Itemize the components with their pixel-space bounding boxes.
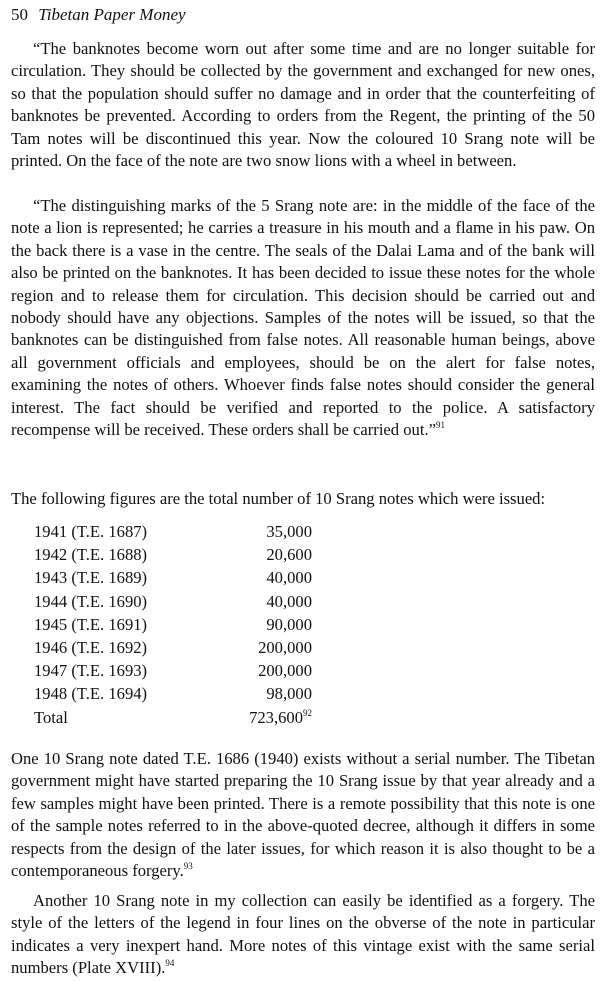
- paragraph-3: [11, 748, 595, 882]
- footnote-ref-94: 94: [165, 958, 175, 969]
- year-cell: 1945 (T.E. 1691): [34, 614, 148, 634]
- table-row: [34, 636, 312, 659]
- page-number: 50: [11, 5, 28, 24]
- paragraph-4: [11, 890, 595, 980]
- footnote-ref-93: 93: [183, 861, 193, 872]
- count-cell: 20,600: [266, 545, 312, 565]
- table-row: [34, 682, 312, 705]
- book-title: Tibetan Paper Money: [38, 5, 186, 24]
- figures-intro-text: The following figures are the total number of 10 Srang notes which were issued:: [11, 489, 546, 508]
- year-cell: 1942 (T.E. 1688): [34, 545, 148, 565]
- quote-paragraph-1-text: “The banknotes become worn out after some time and are no longer suitable for circulation. They should be collected by the government and exchanged for new ones, so that the population should suffer no damage and in order that the counterfeiting of banknotes be prevented. According to orders from the Regent, the printing of the 50 Tam notes will be discontinued this year. Now the coloured 10 Srang note will be printed. On the face of the note are two snow lions with a wheel in between.: [11, 39, 595, 171]
- paragraph-4-text: Another 10 Srang note in my collection can easily be identified as a forgery. The style of the letters of the legend in four lines on the obverse of the note in particular indicates a very inexpert hand. More notes of this vintage exist with the same serial numbers (Plate XVIII).: [11, 891, 595, 978]
- total-row: [34, 706, 312, 729]
- issue-figures-body: [34, 520, 312, 729]
- running-head: [11, 5, 186, 25]
- count-cell: 40,000: [266, 591, 312, 611]
- figures-intro: [11, 488, 595, 510]
- year-cell: 1947 (T.E. 1693): [34, 661, 148, 681]
- table-row: [34, 659, 312, 682]
- table-row: [34, 520, 312, 543]
- count-cell: 40,000: [266, 568, 312, 588]
- quote-paragraph-2: [11, 195, 595, 441]
- year-cell: 1943 (T.E. 1689): [34, 568, 148, 588]
- count-cell: 200,000: [258, 661, 312, 681]
- count-cell: 90,000: [266, 614, 312, 634]
- footnote-ref-91: 91: [435, 420, 445, 431]
- table-row: [34, 566, 312, 589]
- table-row: [34, 543, 312, 566]
- table-row: [34, 613, 312, 636]
- footnote-ref-92: 92: [303, 707, 312, 718]
- total-label: Total: [34, 707, 68, 727]
- total-value: 723,600: [249, 707, 303, 727]
- quote-paragraph-2-text: “The distinguishing marks of the 5 Srang note are: in the middle of the face of the note a lion is represented; he carries a treasure in his mouth and a flame in his paw. On the back there is a vase in the centre. The seals of the Dalai Lama and of the bank will also be printed on the banknotes. It has been decided to issue these notes for the whole region and to release them for circulation. This decision should be carried out and nobody should have any objections. Samples of the notes will be issued, so that the banknotes can be distinguished from false notes. All reasonable human beings, above all government officials and employees, should be on the alert for false notes, examining the notes of others. Whoever finds false notes should consider the general interest. The fact should be verified and reported to the police. A satisfactory recompense will be received. These orders shall be carried out.”: [11, 196, 595, 440]
- quote-paragraph-1: [11, 38, 595, 172]
- total-value-cell: [222, 706, 312, 729]
- year-cell: 1944 (T.E. 1690): [34, 591, 148, 611]
- year-cell: 1948 (T.E. 1694): [34, 684, 148, 704]
- table-row: [34, 590, 312, 613]
- paragraph-3-text: One 10 Srang note dated T.E. 1686 (1940) exists without a serial number. The Tibetan government might have started preparing the 10 Srang issue by that year already and a few samples might have been printed. There is a remote possibility that this note is one of the sample notes referred to in the above-quoted decree, although it differs in some respects from the design of the later issues, for which reason it is also thought to be a contemporaneous forgery.: [11, 749, 595, 881]
- year-cell: 1946 (T.E. 1692): [34, 638, 148, 658]
- count-cell: 98,000: [266, 684, 312, 704]
- issue-figures-table: [34, 520, 312, 729]
- year-cell: 1941 (T.E. 1687): [34, 522, 148, 541]
- count-cell: 200,000: [258, 638, 312, 658]
- count-cell: 35,000: [266, 522, 312, 541]
